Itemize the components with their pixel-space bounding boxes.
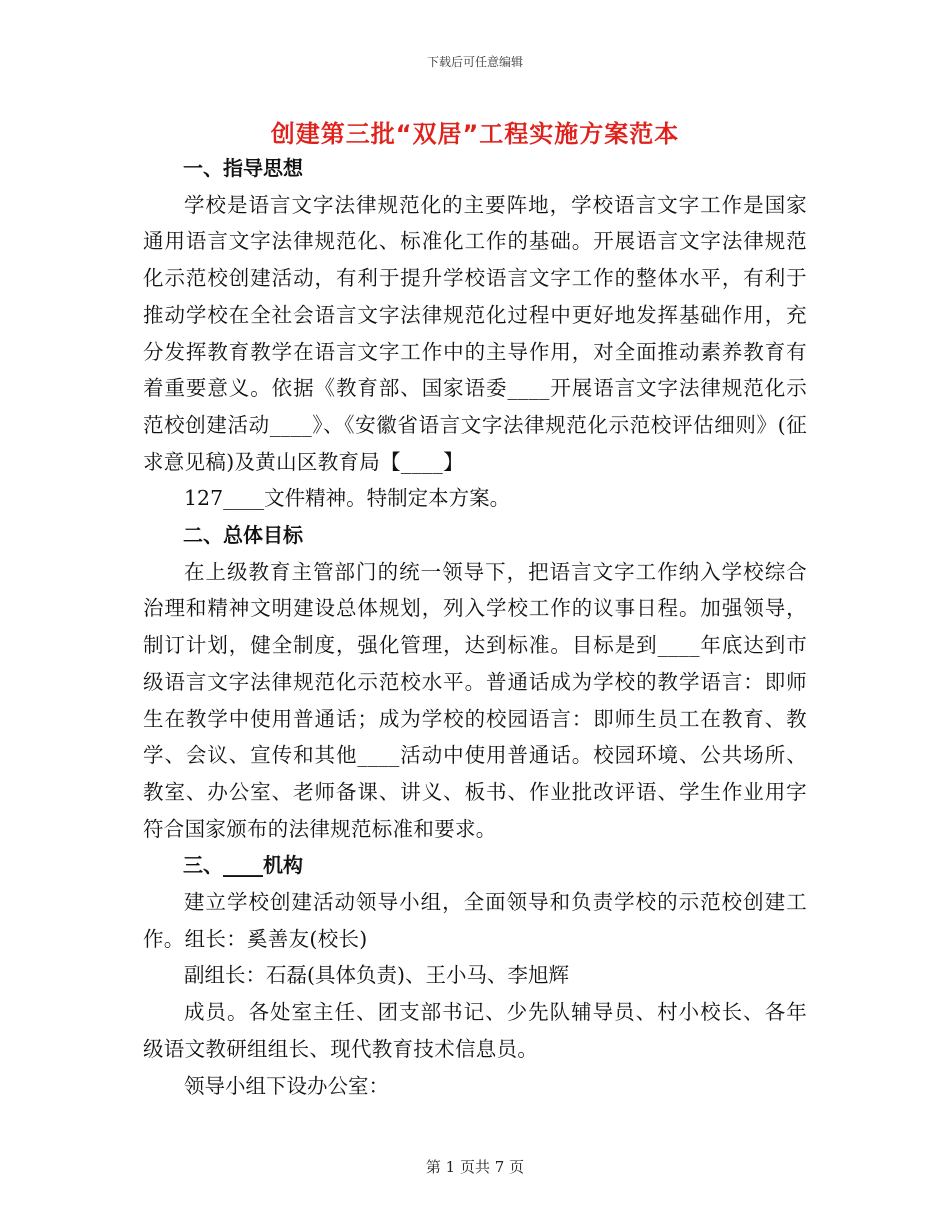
section-heading-2: 二、总体目标 xyxy=(183,523,303,548)
document-body xyxy=(143,150,807,1104)
section-heading-1: 一、指导思想 xyxy=(183,156,303,180)
section-heading-3: 三、____机构 xyxy=(183,853,303,878)
paragraph: 建立学校创建活动领导小组，全面领导和负责学校的示范校创建工作。组长：奚善友(校长) xyxy=(143,890,807,951)
paragraph: 在上级教育主管部门的统一领导下，把语言文字工作纳入学校综合治理和精神文明建设总体规划，列入学校工作的议事日程。加强领导，制订计划，健全制度，强化管理，达到标准。目标是到____年底达到市级语言文字法律规范化示范校水平。普通话成为学校的教学语言：即师生在教学中使用普通话；成为学校的校园语言：即师生员工在教育、教学、会议、宣传和其他____活动中使用普通话。校园环境、公共场所、教室、办公室、老师备课、讲义、板书、作业批改评语、学生作业用字符合国家颁布的法律规范标准和要求。 xyxy=(143,559,807,841)
page-footer: 第 1 页共 7 页 xyxy=(425,1158,525,1176)
paragraph: 领导小组下设办公室： xyxy=(184,1073,389,1098)
paragraph: 成员。各处室主任、团支部书记、少先队辅导员、村小校长、各年级语文教研组组长、现代教育技术信息员。 xyxy=(143,1000,807,1061)
header-note: 下载后可任意编辑 xyxy=(426,55,523,69)
paragraph: 学校是语言文字法律规范化的主要阵地，学校语言文字工作是国家通用语言文字法律规范化、标准化工作的基础。开展语言文字法律规范化示范校创建活动，有利于提升学校语言文字工作的整体水平，有利于推动学校在全社会语言文字法律规范化过程中更好地发挥基础作用，充分发挥教育教学在语言文字工作中的主导作用，对全面推动素养教育有着重要意义。依据《教育部、国家语委____开展语言文字法律规范化示范校创建活动____》、《安徽省语言文字法律规范化示范校评估细则》(征求意见稿)及黄山区教育局【____】 xyxy=(143,192,807,474)
paragraph: 副组长：石磊(具体负责)、王小马、李旭辉 xyxy=(184,963,569,988)
document-title: 创建第三批“双居”工程实施方案范本 xyxy=(270,120,680,148)
paragraph: 127____文件精神。特制定本方案。 xyxy=(184,486,511,511)
